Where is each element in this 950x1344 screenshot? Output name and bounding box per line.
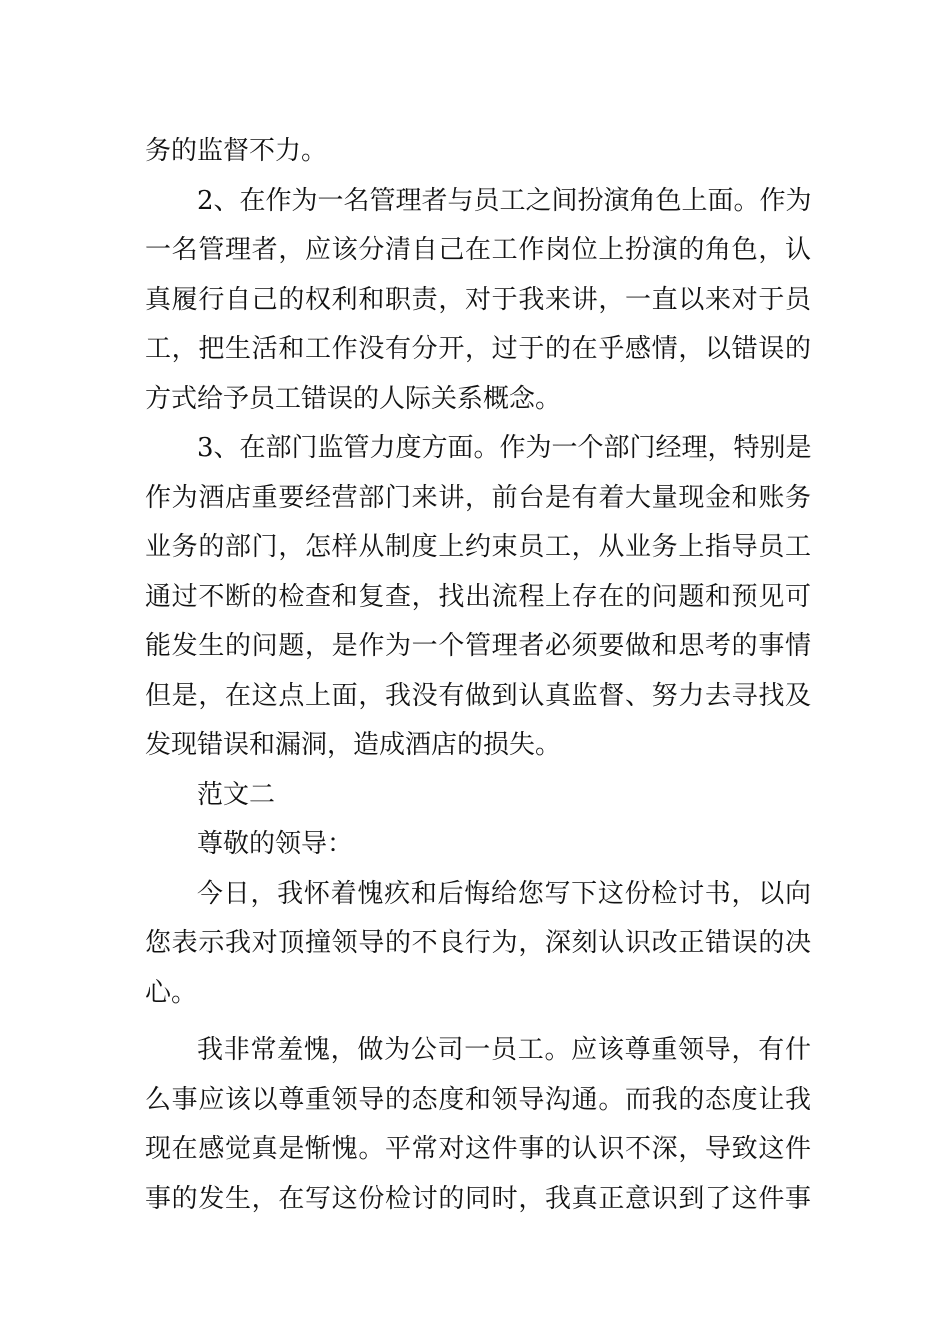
text-line: 但是，在这点上面，我没有做到认真监督、努力去寻找及 (145, 680, 811, 711)
text-line: 务的监督不力。 (145, 136, 328, 166)
document-body (145, 127, 811, 1224)
text-line: 通过不断的检查和复查，找出流程上存在的问题和预见可 (145, 581, 811, 612)
text-line: 今日，我怀着愧疚和后悔给您写下这份检讨书，以向 (197, 878, 811, 909)
text-line: 心。 (145, 977, 198, 1008)
text-line: 现在感觉真是惭愧。平常对这件事的认识不深，导致这件 (145, 1134, 811, 1164)
text-line: 事的发生，在写这份检讨的同时，我真正意识到了这件事 (145, 1183, 811, 1214)
text-line: 3、在部门监管力度方面。作为一个部门经理，特别是 (197, 433, 812, 463)
text-line: 么事应该以尊重领导的态度和领导沟通。而我的态度让我 (145, 1084, 811, 1115)
section-heading: 范文二 (197, 779, 276, 810)
salutation: 尊敬的领导： (197, 829, 354, 859)
text-line: 业务的部门，怎样从制度上约束员工，从业务上指导员工 (145, 532, 811, 562)
text-line: 作为酒店重要经营部门来讲，前台是有着大量现金和账务 (145, 482, 811, 513)
text-line: 方式给予员工错误的人际关系概念。 (145, 383, 562, 414)
text-line: 您表示我对顶撞领导的不良行为，深刻认识改正错误的决 (145, 928, 811, 958)
text-line: 真履行自己的权利和职责，对于我来讲，一直以来对于员 (145, 284, 811, 315)
text-line: 2、在作为一名管理者与员工之间扮演角色上面。作为 (197, 185, 812, 216)
text-line: 一名管理者，应该分清自己在工作岗位上扮演的角色，认 (145, 235, 811, 265)
text-line: 发现错误和漏洞，造成酒店的损失。 (145, 730, 562, 760)
text-line: 能发生的问题，是作为一个管理者必须要做和思考的事情 (145, 631, 811, 661)
text-line: 工，把生活和工作没有分开，过于的在乎感情，以错误的 (145, 334, 811, 364)
text-line: 我非常羞愧，做为公司一员工。应该尊重领导，有什 (197, 1035, 811, 1065)
